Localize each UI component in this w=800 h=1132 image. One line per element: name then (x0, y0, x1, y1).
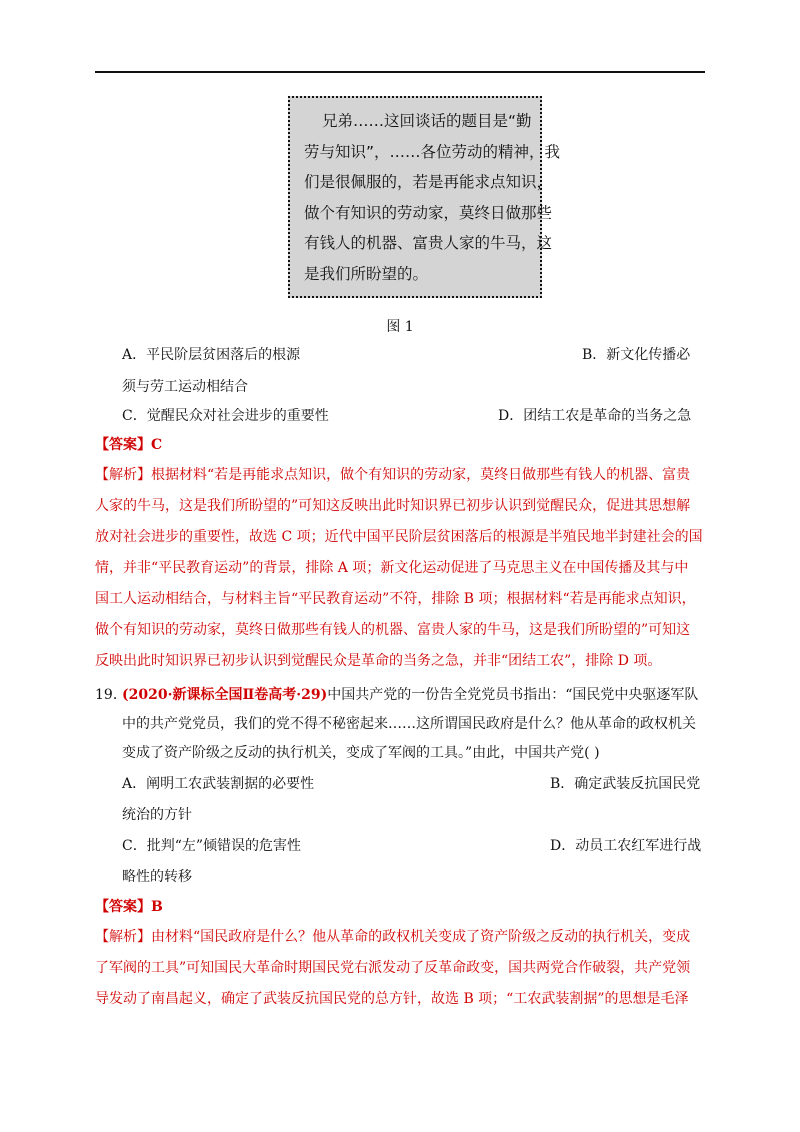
q19-option-b-cont: 统治的方针 (122, 807, 192, 823)
quote-line: 是我们所盼望的。 (304, 264, 429, 283)
q19-option-a: A．阐明工农武装割据的必要性 (122, 776, 315, 792)
figure-caption: 图 1 (386, 319, 414, 335)
q18-option-b: B．新文化传播必 (582, 347, 691, 363)
q19-stem-line: 中的共产党党员，我们的党不得不秘密起来……这所谓国民政府是什么？他从革命的政权机关 (122, 716, 696, 732)
analysis-line: 导发动了南昌起义，确定了武装反抗国民党的总方针，故选 B 项；“工农武装割据”的思想是毛泽 (95, 991, 689, 1007)
quote-line: 做个有知识的劳动家，莫终日做那些 (304, 203, 553, 222)
q19-source: (2020·新课标全国Ⅱ卷高考·29) (122, 687, 328, 703)
q19-option-d-cont: 略性的转移 (122, 869, 192, 885)
q18-analysis (95, 460, 707, 677)
analysis-line: 了军阀的工具”可知国民大革命时期国民党右派发动了反革命政变，国共两党合作破裂，共产党领 (95, 960, 691, 976)
q18-option-b-cont: 须与劳工运动相结合 (122, 379, 248, 395)
q19-option-c: C．批判“左”倾错误的危害性 (122, 838, 302, 854)
header-rule (95, 71, 705, 73)
analysis-line: 反映出此时知识界已初步认识到觉醒民众是革命的当务之急，并非“团结工农”，排除 D 项。 (95, 653, 662, 669)
analysis-line: 【解析】由材料“国民政府是什么？他从革命的政权机关变成了资产阶级之反动的执行机关，变成 (95, 929, 691, 945)
q18-option-d: D．团结工农是革命的当务之急 (498, 408, 692, 424)
figure-1-quote-box (288, 96, 561, 298)
analysis-line: 情，并非“平民教育运动”的背景，排除 A 项；新文化运动促进了马克思主义在中国传播及其与中 (95, 560, 689, 576)
analysis-line: 国工人运动相结合，与材料主旨“平民教育运动”不符，排除 B 项；根据材料“若是再能求点知识， (95, 591, 696, 607)
q18-answer: 【答案】C (95, 437, 163, 453)
analysis-line: 【解析】根据材料“若是再能求点知识，做个有知识的劳动家，莫终日做那些有钱人的机器、富贵 (95, 467, 691, 483)
q19-stem (122, 681, 712, 768)
q18-option-a: A．平民阶层贫困落后的根源 (122, 347, 301, 363)
q19-answer: 【答案】B (95, 899, 163, 915)
q19-number: 19． (95, 687, 127, 703)
quote-line: 有钱人的机器、富贵人家的牛马，这 (304, 234, 553, 252)
quote-line: 劳与知识”，……各位劳动的精神，我 (304, 142, 561, 161)
q19-option-d: D．动员工农红军进行战 (550, 838, 702, 854)
q19-analysis (95, 922, 707, 1015)
analysis-line: 做个有知识的劳动家，莫终日做那些有钱人的机器、富贵人家的牛马，这是我们所盼望的”可知这 (95, 622, 691, 638)
q19-stem-first: 中国共产党的一份告全党党员书指出：“国民党中央驱逐军队 (327, 687, 699, 703)
q19-option-b: B．确定武装反抗国民党 (550, 776, 701, 792)
analysis-line: 放对社会进步的重要性，故选 C 项；近代中国平民阶层贫困落后的根源是半殖民地半封建社会的国 (95, 529, 703, 545)
quote-line: 兄弟……这回谈话的题目是“勤 (322, 112, 532, 130)
analysis-line: 人家的牛马，这是我们所盼望的”可知这反映出此时知识界已初步认识到觉醒民众，促进其思想解 (95, 498, 691, 514)
q18-option-c: C．觉醒民众对社会进步的重要性 (122, 408, 329, 424)
quote-line: 们是很佩服的，若是再能求点知识， (304, 173, 553, 191)
q19-stem-line: 变成了资产阶级之反动的执行机关，变成了军阀的工具。”由此，中国共产党( ) (122, 745, 600, 761)
